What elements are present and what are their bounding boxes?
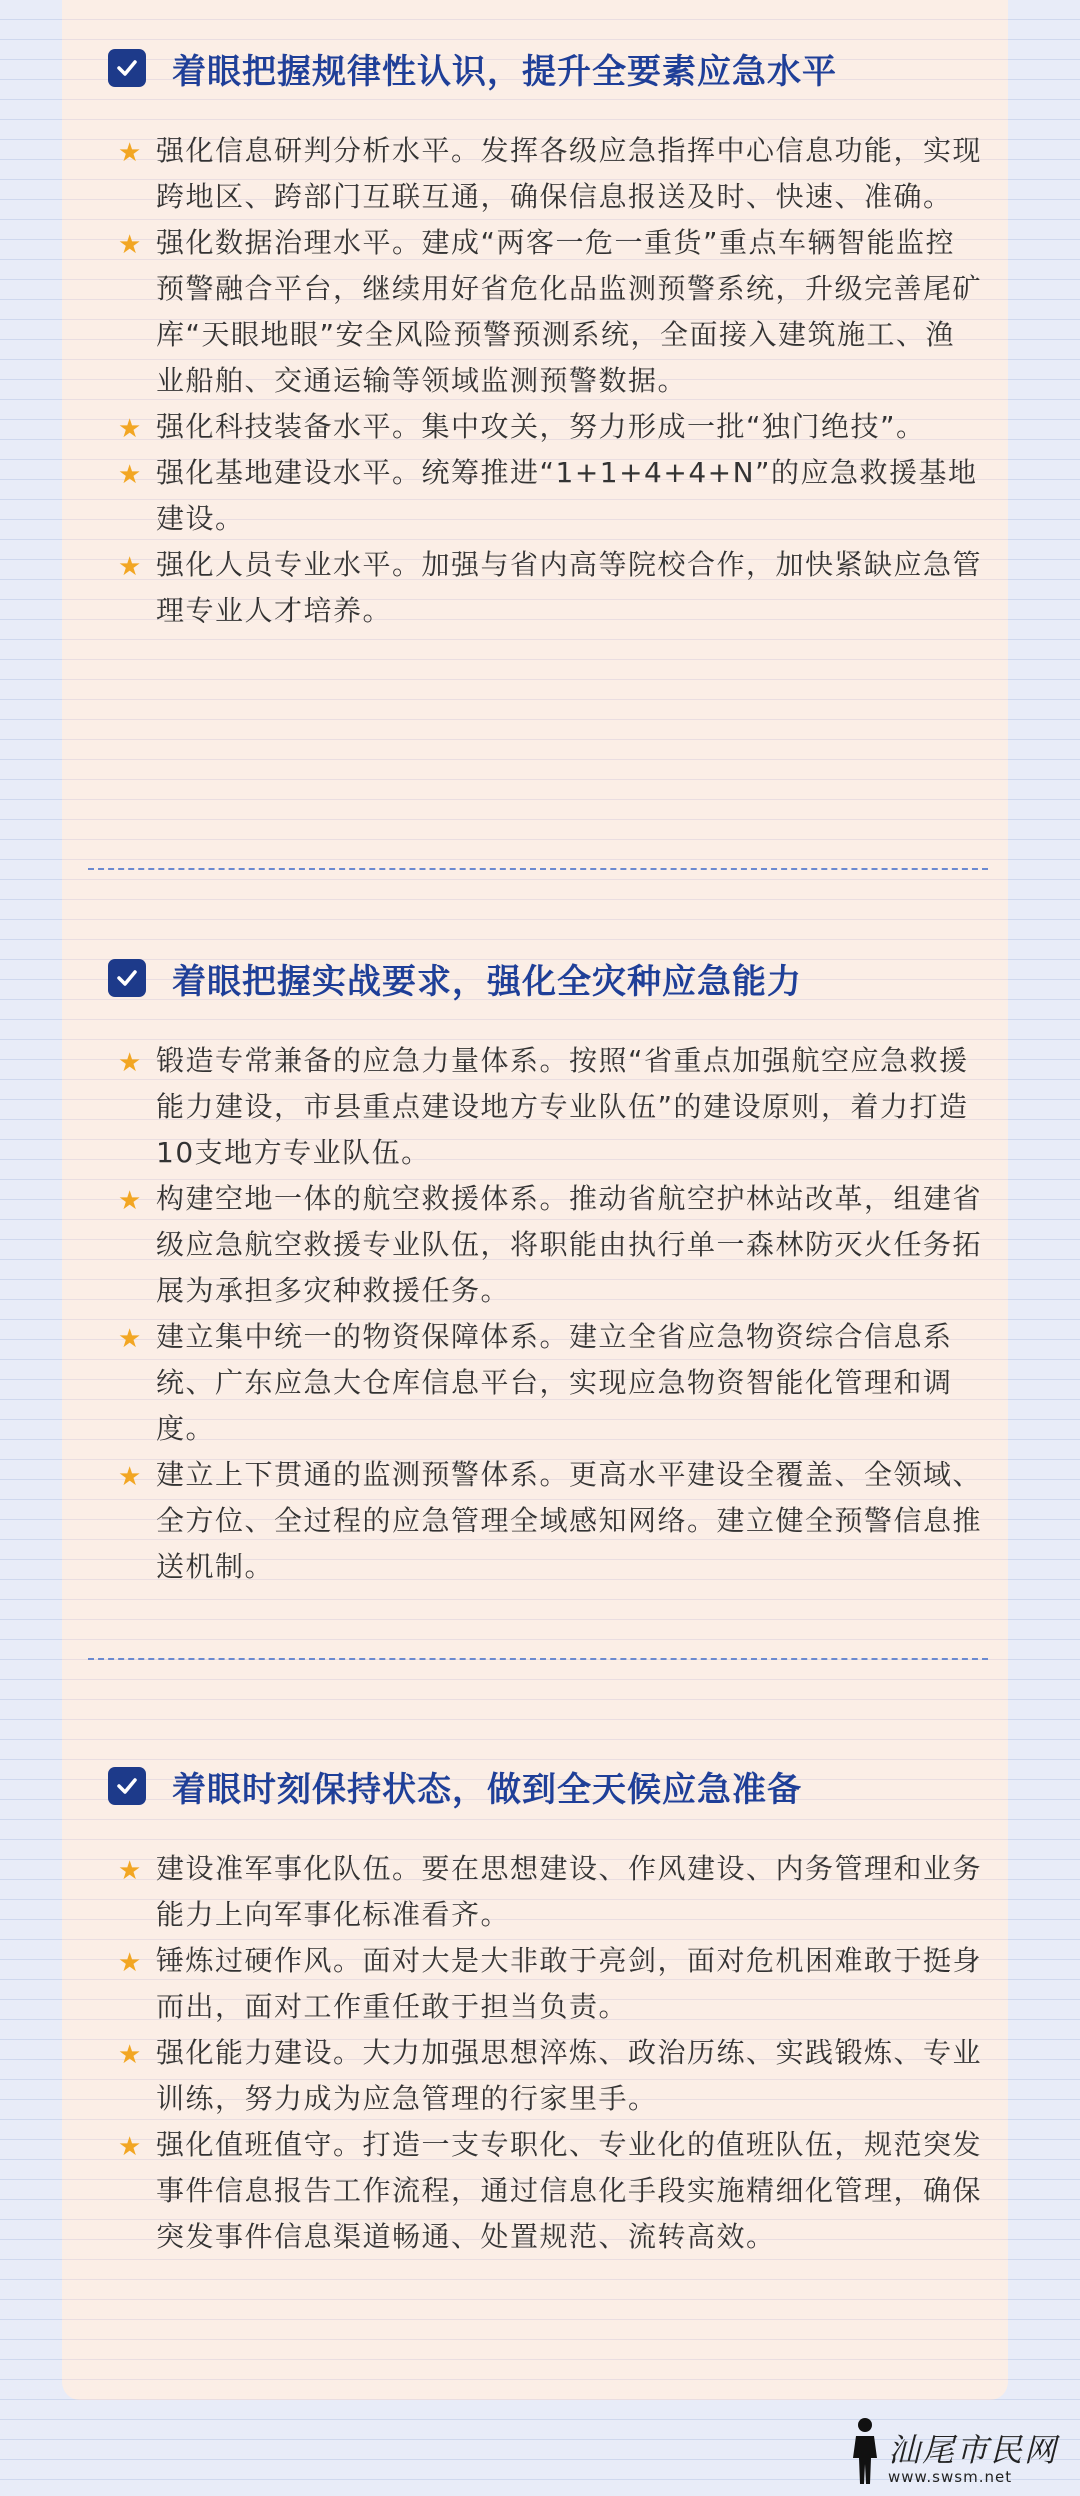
section-title: 着眼把握实战要求，强化全灾种应急能力 (172, 961, 802, 1002)
checkbox-icon (108, 1767, 146, 1805)
list-item: ★ 强化科技装备水平。集中攻关，努力形成一批“独门绝技”。 (118, 410, 926, 444)
section-title: 着眼把握规律性认识，提升全要素应急水平 (172, 51, 837, 92)
section-1-heading (108, 38, 837, 98)
site-watermark (848, 2416, 1058, 2486)
list-item: ★ 建立集中统一的物资保障体系。建立全省应急物资综合信息系统、广东应急大仓库信息平台，实现应急物资智能化管理和调度。 (118, 1320, 953, 1445)
star-icon: ★ (118, 460, 143, 490)
list-item: ★ 强化人员专业水平。加强与省内高等院校合作，加快紧缺应急管理专业人才培养。 (118, 548, 983, 627)
section-divider (88, 868, 988, 870)
star-icon: ★ (118, 1948, 143, 1978)
section-1-list (112, 128, 982, 634)
star-icon: ★ (118, 1462, 143, 1492)
star-icon: ★ (118, 414, 143, 444)
list-item: ★ 建立上下贯通的监测预警体系。更高水平建设全覆盖、全领域、全方位、全过程的应急管理全域感知网络。建立健全预警信息推送机制。 (118, 1458, 983, 1583)
section-2-heading (108, 948, 802, 1008)
list-item: ★ 强化数据治理水平。建成“两客一危一重货”重点车辆智能监控预警融合平台，继续用好省危化品监测预警系统，升级完善尾矿库“天眼地眼”安全风险预警预测系统，全面接入建筑施工、渔业船舶、交通运输等领域监测预警数据。 (118, 226, 983, 397)
section-2-list (112, 1038, 982, 1590)
list-item: ★ 强化值班值守。打造一支专职化、专业化的值班队伍，规范突发事件信息报告工作流程，通过信息化手段实施精细化管理，确保突发事件信息渠道畅通、处置规范、流转高效。 (118, 2128, 983, 2253)
star-icon: ★ (118, 1324, 143, 1354)
list-item: ★ 强化基地建设水平。统筹推进“1+1+4+4+N”的应急救援基地建设。 (118, 456, 978, 535)
person-silhouette-icon (848, 2416, 882, 2486)
section-3-list (112, 1846, 982, 2260)
section-divider (88, 1658, 988, 1660)
star-icon: ★ (118, 1856, 143, 1886)
star-icon: ★ (118, 1186, 143, 1216)
star-icon: ★ (118, 2132, 143, 2162)
star-icon: ★ (118, 138, 143, 168)
star-icon: ★ (118, 1048, 143, 1078)
watermark-url: www.swsm.net (887, 2468, 1013, 2486)
checkbox-icon (108, 49, 146, 87)
star-icon: ★ (118, 2040, 143, 2070)
watermark-title: 汕尾市民网 (887, 2431, 1058, 2469)
list-item: ★ 构建空地一体的航空救援体系。推动省航空护林站改革，组建省级应急航空救援专业队伍，将职能由执行单一森林防灭火任务拓展为承担多灾种救援任务。 (118, 1182, 983, 1307)
list-item: ★ 锻造专常兼备的应急力量体系。按照“省重点加强航空应急救援能力建设，市县重点建设地方专业队伍”的建设原则，着力打造10支地方专业队伍。 (118, 1044, 969, 1169)
list-item: ★ 锤炼过硬作风。面对大是大非敢于亮剑，面对危机困难敢于挺身而出，面对工作重任敢于担当负责。 (118, 1944, 983, 2023)
star-icon: ★ (118, 552, 143, 582)
section-title: 着眼时刻保持状态，做到全天候应急准备 (172, 1769, 802, 1810)
star-icon: ★ (118, 230, 143, 260)
list-item: ★ 强化能力建设。大力加强思想淬炼、政治历练、实践锻炼、专业训练，努力成为应急管理的行家里手。 (118, 2036, 983, 2115)
section-3-heading (108, 1756, 802, 1816)
list-item: ★ 建设准军事化队伍。要在思想建设、作风建设、内务管理和业务能力上向军事化标准看齐。 (118, 1852, 983, 1931)
list-item: ★ 强化信息研判分析水平。发挥各级应急指挥中心信息功能，实现跨地区、跨部门互联互通，确保信息报送及时、快速、准确。 (118, 134, 983, 213)
checkbox-icon (108, 959, 146, 997)
